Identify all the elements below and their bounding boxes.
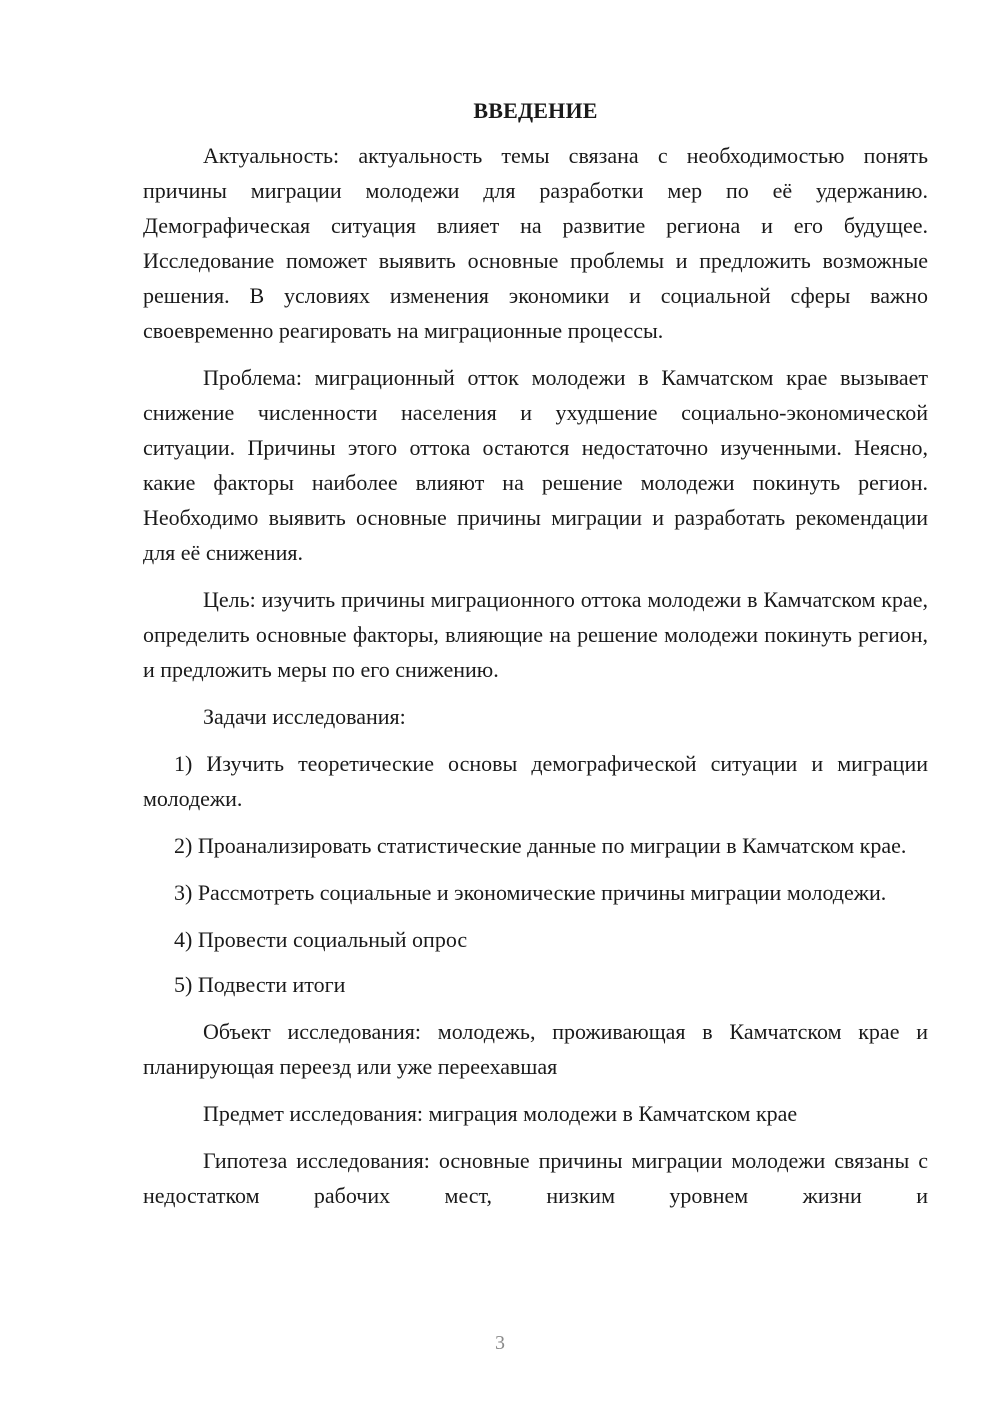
task-item-3: 3) Рассмотреть социальные и экономические причины миграции молодежи. [174,880,887,905]
document-page [143,96,928,1225]
tasks-label: Задачи исследования: [203,704,406,729]
subject-paragraph: Предмет исследования: миграция молодежи в Камчатском крае [203,1101,798,1126]
problem-paragraph: Проблема: миграционный отток молодежи в Камчатском крае вызывает снижение численности населения и ухудшение социально-экономической ситуации. Причины этого оттока остаются недостаточно изученными. Неясно, какие факторы наиболее влияют на решение молодежи покинуть регион. Необходимо выявить основные причины миграции и разработать рекомендации для её снижения. [143,365,928,565]
task-item-4: 4) Провести социальный опрос [174,927,468,952]
relevance-paragraph: Актуальность: актуальность темы связана с необходимостью понять причины миграции молодежи для разработки мер по её удержанию. Демографическая ситуация влияет на развитие региона и его будущее. Исследование поможет выявить основные проблемы и предложить возможные решения. В условиях изменения экономики и социальной сферы важно своевременно реагировать на миграционные процессы. [143,143,928,343]
section-heading: ВВЕДЕНИЕ [473,98,598,123]
task-item-5: 5) Подвести итоги [174,972,346,997]
goal-paragraph: Цель: изучить причины миграционного оттока молодежи в Камчатском крае, определить основные факторы, влияющие на решение молодежи покинуть регион, и предложить меры по его снижению. [143,587,928,682]
task-item-2: 2) Проанализировать статистические данные по миграции в Камчатском крае. [174,833,907,858]
hypothesis-paragraph: Гипотеза исследования: основные причины миграции молодежи связаны с недостатком рабочих мест, низким уровнем жизни и [143,1148,928,1208]
task-item-1: 1) Изучить теоретические основы демографической ситуации и миграции молодежи. [143,751,928,811]
page-number: 3 [495,1332,505,1354]
object-paragraph: Объект исследования: молодежь, проживающая в Камчатском крае и планирующая переезд или уже переехавшая [143,1019,928,1079]
